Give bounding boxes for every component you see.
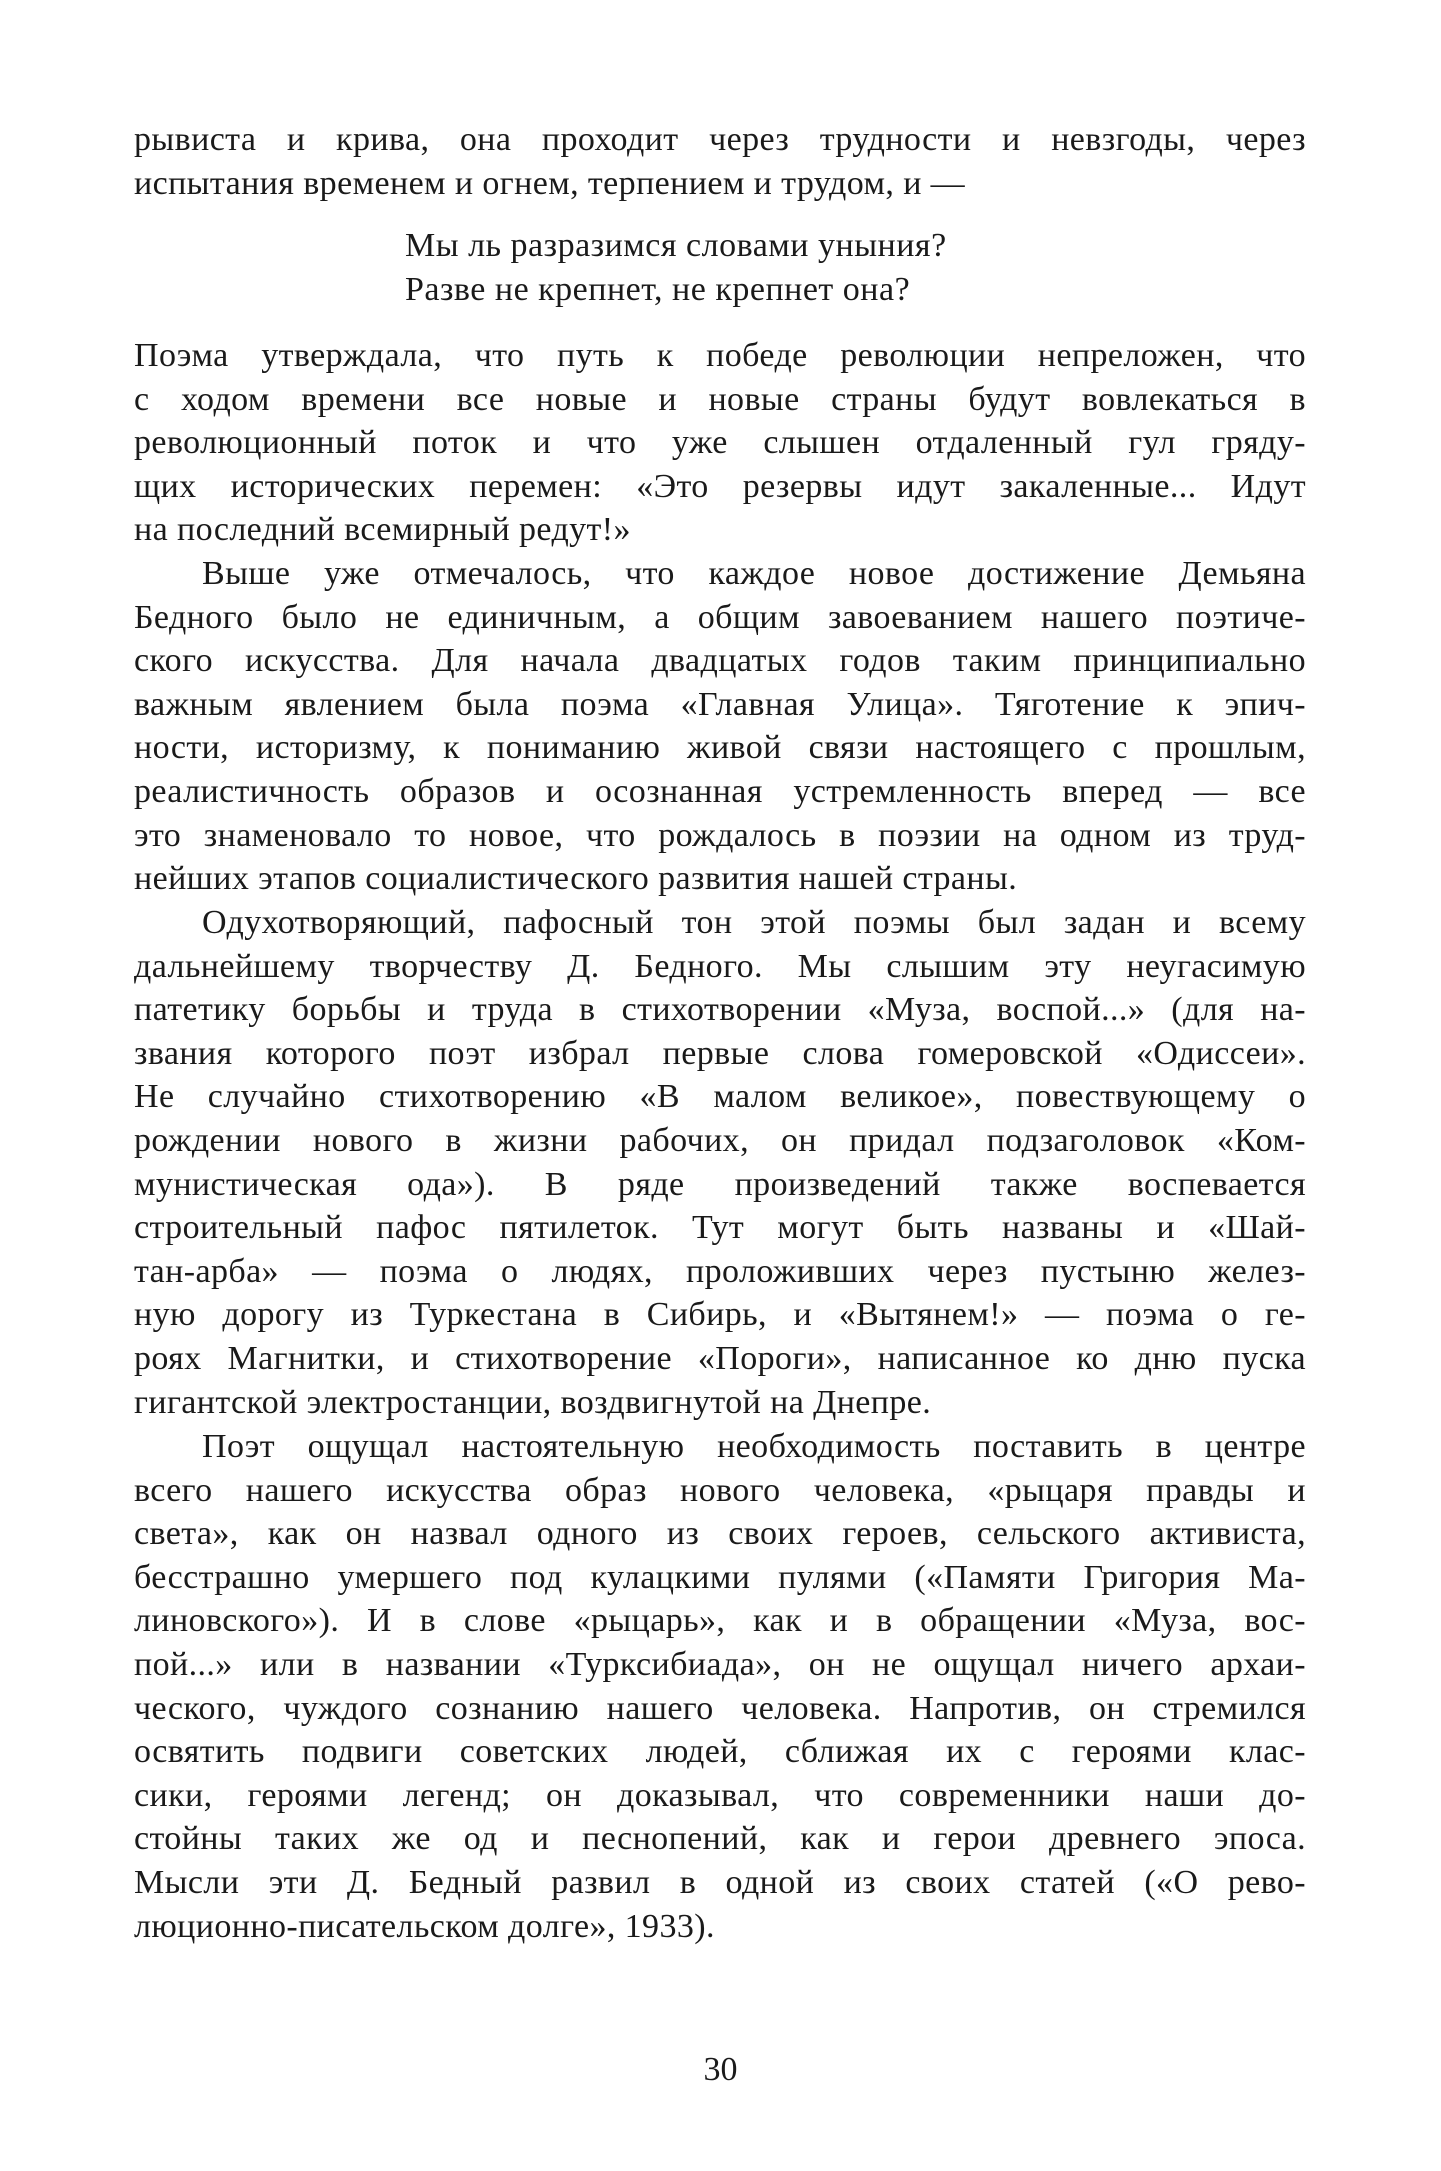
text-line: это знаменовало то новое, что рождалось в поэзии на одном из труд- (134, 816, 1306, 854)
paragraph-4 (134, 1425, 1306, 1948)
text-line: Поэт ощущал настоятельную необходимость поставить в центре (202, 1428, 1306, 1465)
text-line: света», как он назвал одного из своих героев, сельского активиста, (134, 1515, 1306, 1553)
paragraph-2 (134, 552, 1306, 901)
text-line: на последний всемирный редут!» (134, 511, 631, 549)
text-line: гигантской электростанции, воздвигнутой на Днепре. (134, 1383, 932, 1421)
intro-text (134, 118, 1306, 205)
text-line: реалистичность образов и осознанная устремленность вперед — все (134, 772, 1306, 810)
text-line: стойны таких же од и песнопений, как и герои древнего эпоса. (134, 1820, 1306, 1858)
text-line: Мысли эти Д. Бедный развил в одной из своих статей («О рево- (134, 1863, 1306, 1901)
verse-quote (405, 224, 1105, 312)
text-line: люционно-писательском долге», 1933). (134, 1907, 715, 1945)
text-line: рывиста и крива, она проходит через трудности и невзгоды, через (134, 121, 1306, 158)
text-line: мунистическая ода»). В ряде произведений также воспевается (134, 1165, 1306, 1203)
text-line: с ходом времени все новые и новые страны будут вовлекаться в (134, 380, 1306, 418)
text-line: дальнейшему творчеству Д. Бедного. Мы слышим эту неугасимую (134, 947, 1306, 985)
text-line: Одухотворяющий, пафосный тон этой поэмы был задан и всему (202, 904, 1306, 941)
text-line: всего нашего искусства образ нового человека, «рыцаря правды и (134, 1471, 1306, 1509)
text-line: строительный пафос пятилеток. Тут могут быть названы и «Шай- (134, 1209, 1306, 1247)
text-line: Поэма утверждала, что путь к победе революции непреложен, что (134, 337, 1306, 374)
text-line: ную дорогу из Туркестана в Сибирь, и «Вытянем!» — поэма о ге- (134, 1296, 1306, 1334)
text-line: ского искусства. Для начала двадцатых годов таким принципиально (134, 642, 1306, 680)
text-line: испытания временем и огнем, терпением и трудом, и — (134, 164, 966, 202)
text-line: роях Магнитки, и стихотворение «Пороги», написанное ко дню пуска (134, 1339, 1306, 1377)
text-line: ности, историзму, к пониманию живой связи настоящего с прошлым, (134, 729, 1306, 767)
text-line: патетику борьбы и труда в стихотворении «Муза, воспой...» (для на- (134, 991, 1306, 1029)
text-line: линовского»). И в слове «рыцарь», как и в обращении «Муза, вос- (134, 1602, 1306, 1640)
text-line: сики, героями легенд; он доказывал, что современники наши до- (134, 1776, 1306, 1814)
text-line: щих исторических перемен: «Это резервы идут закаленные... Идут (134, 467, 1306, 505)
text-line: бесстрашно умершего под кулацкими пулями («Памяти Григория Ма- (134, 1558, 1306, 1596)
paragraph-3 (134, 901, 1306, 1424)
paragraph-1 (134, 334, 1306, 552)
text-line: рождении нового в жизни рабочих, он придал подзаголовок «Ком- (134, 1121, 1306, 1159)
page-number: 30 (703, 2051, 738, 2088)
text-line: Не случайно стихотворению «В малом великое», повествующему о (134, 1078, 1306, 1116)
text-line: звания которого поэт избрал первые слова гомеровской «Одиссеи». (134, 1034, 1306, 1072)
text-line: Бедного было не единичным, а общим завоеванием нашего поэтиче- (134, 598, 1306, 636)
text-line: ческого, чуждого сознанию нашего человека. Напротив, он стремился (134, 1689, 1306, 1727)
text-line: пой...» или в названии «Турксибиада», он не ощущал ничего архаи- (134, 1645, 1306, 1683)
text-line: нейших этапов социалистического развития нашей страны. (134, 860, 1018, 898)
text-line: Выше уже отмечалось, что каждое новое достижение Демьяна (202, 555, 1306, 592)
verse-line: Разве не крепнет, не крепнет она? (405, 271, 911, 308)
text-line: важным явлением была поэма «Главная Улица». Тяготение к эпич- (134, 685, 1306, 723)
text-line: революционный поток и что уже слышен отдаленный гул гряду- (134, 424, 1306, 462)
text-line: освятить подвиги советских людей, сближая их с героями клас- (134, 1733, 1306, 1771)
verse-line: Мы ль разразимся словами уныния? (405, 227, 947, 264)
text-line: тан-арба» — поэма о людях, проложивших через пустыню желез- (134, 1252, 1306, 1290)
